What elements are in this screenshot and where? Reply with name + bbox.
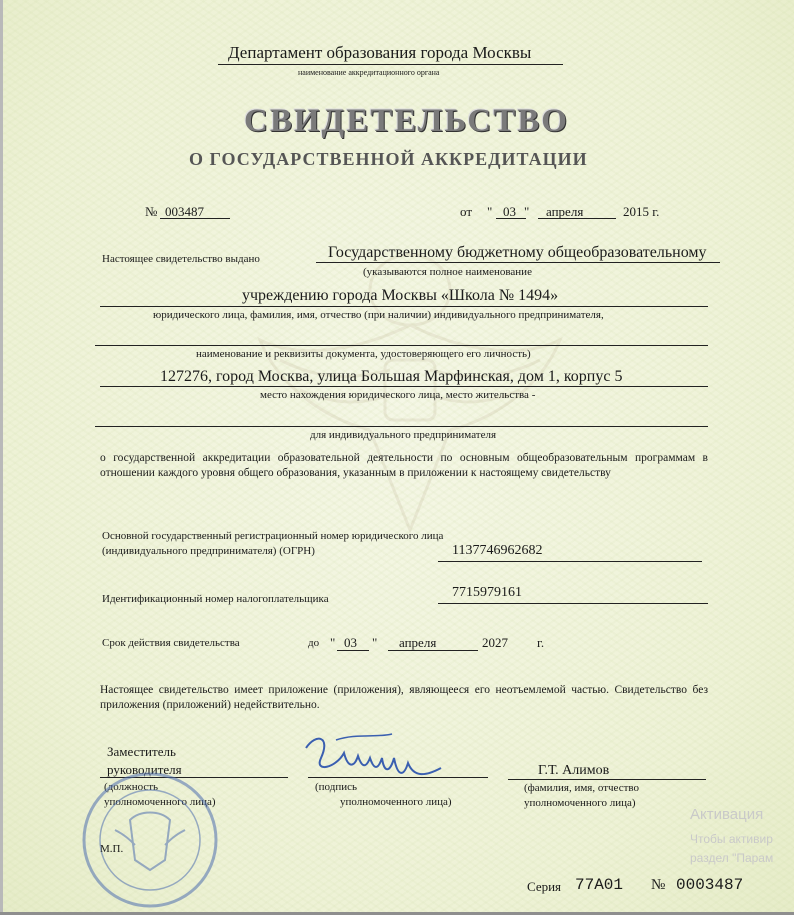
caption-full-name: (указываются полное наименование — [363, 266, 532, 278]
caption-signature-1: (подпись — [315, 781, 358, 793]
appendix-text: Настоящее свидетельство имеет приложение (приложения), являющееся его неотъемлемой частью. Свидетельство без приложения (приложений) недействительно. — [100, 684, 708, 711]
day-underline — [496, 218, 526, 219]
caption-location: место нахождения юридического лица, место жительства - — [260, 389, 536, 401]
id-document-line — [95, 345, 708, 346]
validity-quote-close: " — [372, 635, 378, 650]
official-seal-icon — [80, 770, 220, 910]
validity-quote-open: " — [330, 635, 336, 650]
stamp-place-label: М.П. — [100, 843, 124, 855]
date-quote-close: " — [524, 204, 530, 219]
activation-line-2: раздел "Парам — [690, 851, 774, 865]
certificate-number: 003487 — [165, 204, 204, 219]
footer-number-label: № — [651, 877, 666, 893]
issued-to-label: Настоящее свидетельство выдано — [102, 253, 260, 265]
inn-value: 7715979161 — [452, 585, 522, 600]
validity-day-underline — [337, 650, 369, 651]
address-underline — [100, 386, 708, 387]
ogrn-label-1: Основной государственный регистрационный номер юридического лица — [102, 530, 444, 542]
validity-day: 03 — [344, 635, 357, 650]
organization-address: 127276, город Москва, улица Большая Марфинская, дом 1, корпус 5 — [160, 368, 623, 385]
footer-number: 0003487 — [676, 876, 744, 894]
organization-name-line1: Государственному бюджетному общеобразовательному — [328, 244, 707, 261]
handwritten-signature-icon — [296, 728, 446, 788]
name-underline-2 — [100, 306, 708, 307]
document-subtitle: О ГОСУДАРСТВЕННОЙ АККРЕДИТАЦИИ — [189, 149, 588, 169]
number-underline — [160, 218, 230, 219]
caption-position-2: уполномоченного лица) — [104, 796, 216, 808]
series-value: 77А01 — [575, 876, 624, 894]
inn-label: Идентификационный номер налогоплательщика — [102, 593, 329, 605]
validity-month: апреля — [399, 635, 437, 650]
entrepreneur-line — [95, 426, 708, 427]
series-label: Серия — [527, 879, 562, 894]
ogrn-underline — [438, 561, 702, 562]
issue-month: апреля — [546, 204, 584, 219]
document-title: СВИДЕТЕЛЬСТВО — [244, 103, 569, 139]
issue-year: 2015 г. — [623, 204, 660, 219]
left-border — [0, 0, 3, 915]
date-from-label: от — [460, 204, 473, 219]
caption-entrepreneur: для индивидуального предпринимателя — [310, 429, 497, 441]
validity-year-suffix: г. — [537, 635, 545, 650]
activation-title: Активация — [690, 806, 764, 823]
caption-name-2: уполномоченного лица) — [524, 797, 636, 809]
signer-position-1: Заместитель — [107, 744, 176, 759]
activation-line-1: Чтобы активир — [690, 832, 773, 846]
authority-caption: наименование аккредитационного органа — [298, 68, 440, 77]
authority-underline — [218, 64, 563, 65]
caption-name-1: (фамилия, имя, отчество — [524, 782, 640, 794]
ogrn-value: 1137746962682 — [452, 543, 543, 558]
accreditation-body-text: о государственной аккредитации образовательной деятельности по основным общеобразовательным программам в отношении каждого уровня общего образования, указанным в приложении к настоящему свидетельству — [100, 452, 708, 479]
organization-name-line2: учреждению города Москвы «Школа № 1494» — [242, 287, 559, 304]
validity-month-underline — [388, 650, 478, 651]
inn-underline — [438, 603, 708, 604]
caption-id-document: наименование и реквизиты документа, удостоверяющего его личность) — [196, 348, 531, 360]
issue-day: 03 — [503, 204, 516, 219]
caption-legal-entity: юридического лица, фамилия, имя, отчество (при наличии) индивидуального предпринимателя, — [153, 309, 604, 321]
number-label: № — [145, 204, 158, 219]
validity-label: Срок действия свидетельства — [102, 637, 240, 649]
validity-year: 2027 — [482, 635, 508, 650]
caption-position-1: (должность — [104, 781, 159, 793]
ogrn-label-2: (индивидуального предпринимателя) (ОГРН) — [102, 545, 315, 557]
issuing-authority: Департамент образования города Москвы — [228, 43, 532, 62]
signer-position-2: руководителя — [107, 762, 182, 777]
month-underline — [538, 218, 616, 219]
validity-until: до — [308, 637, 320, 649]
name-underline-1 — [316, 262, 720, 263]
signer-name-underline — [508, 779, 706, 780]
caption-signature-2: уполномоченного лица) — [340, 796, 452, 808]
date-quote-open: " — [487, 204, 493, 219]
signer-name: Г.Т. Алимов — [538, 763, 610, 778]
